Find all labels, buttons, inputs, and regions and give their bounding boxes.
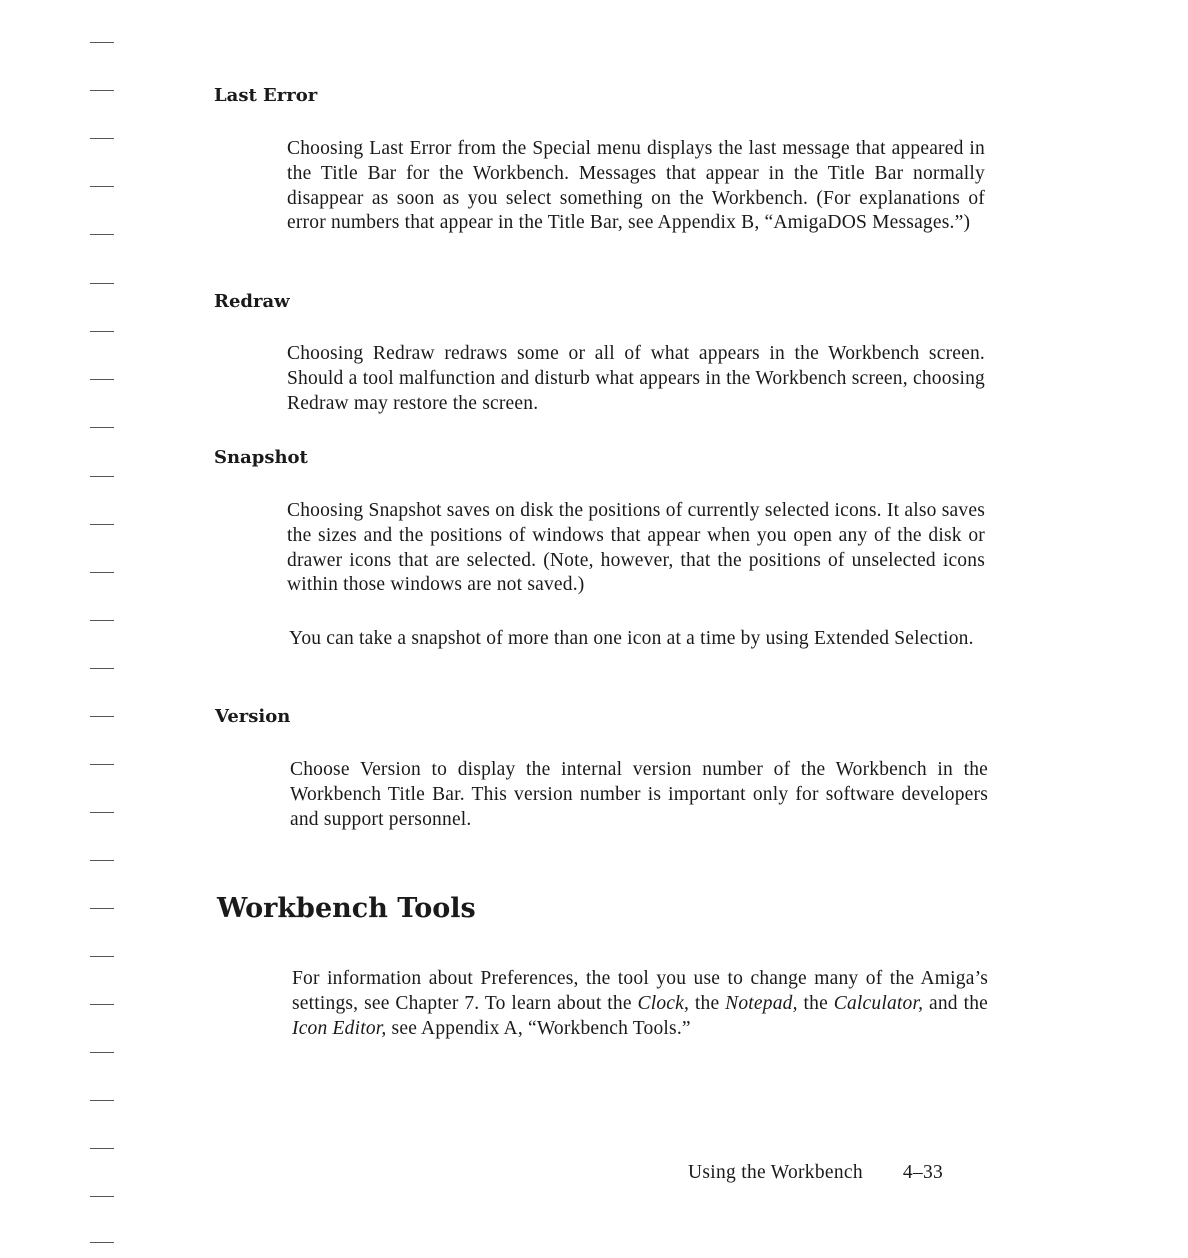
tools-text: For information about Preferences, the tool you use to change many of the Amiga’s settings, see Chapter 7. To learn about the — [292, 968, 988, 1014]
binder-mark — [90, 764, 114, 765]
binder-mark — [90, 620, 114, 621]
paragraph-workbench-tools — [292, 967, 988, 1041]
tools-text: the — [689, 992, 726, 1014]
heading-snapshot: Snapshot — [214, 447, 308, 468]
tool-calculator: Calculator, — [833, 992, 924, 1014]
binder-mark — [90, 379, 114, 380]
section-title-workbench-tools: Workbench Tools — [217, 893, 476, 924]
binder-mark — [90, 1196, 114, 1197]
binder-mark — [90, 956, 114, 957]
tool-clock: Clock, — [637, 992, 690, 1014]
binder-mark — [90, 1052, 114, 1053]
binder-mark — [90, 716, 114, 717]
binder-mark — [90, 283, 114, 284]
page-footer — [688, 1162, 943, 1184]
binder-mark — [90, 427, 114, 428]
binder-mark — [90, 331, 114, 332]
heading-last-error: Last Error — [214, 85, 318, 106]
paragraph-redraw: Choosing Redraw redraws some or all of what appears in the Workbench screen. Should a tool malfunction and disturb what appears in the Workbench screen, choosing Redraw may restore the screen. — [287, 343, 985, 414]
binder-mark — [90, 186, 114, 187]
binder-mark — [90, 42, 114, 43]
binder-mark — [90, 138, 114, 139]
binder-mark — [90, 1242, 114, 1243]
tools-text: and the — [923, 992, 988, 1014]
binder-mark — [90, 234, 114, 235]
tools-text: the — [797, 992, 834, 1014]
binder-mark — [90, 90, 114, 91]
binder-mark — [90, 476, 114, 477]
tool-icon-editor: Icon Editor, — [292, 1017, 387, 1039]
binder-mark — [90, 860, 114, 861]
footer-page-number: 4–33 — [902, 1162, 944, 1183]
binder-mark — [90, 908, 114, 909]
paragraph-snapshot-2: You can take a snapshot of more than one icon at a time by using Extended Selection. — [289, 628, 974, 649]
tool-notepad: Notepad, — [725, 992, 798, 1014]
binder-mark — [90, 572, 114, 573]
binder-mark — [90, 668, 114, 669]
binder-mark — [90, 1004, 114, 1005]
paragraph-last-error: Choosing Last Error from the Special menu displays the last message that appeared in the Title Bar for the Workbench. Messages that appear in the Title Bar normally disappear as soon as you select something on the Workbench. (For explanations of error numbers that appear in the Title Bar, see Appendix B, “AmigaDOS Messages.”) — [287, 138, 985, 234]
binder-mark — [90, 812, 114, 813]
heading-version: Version — [215, 706, 291, 727]
heading-redraw: Redraw — [214, 291, 290, 312]
paragraph-snapshot-1: Choosing Snapshot saves on disk the positions of currently selected icons. It also saves the sizes and the positions of windows that appear when you open any of the disk or drawer icons that are selected. (Note, however, that the positions of unselected icons within those windows are not saved.) — [287, 500, 985, 596]
footer-chapter: Using the Workbench — [688, 1162, 863, 1183]
binder-mark — [90, 524, 114, 525]
paragraph-version: Choose Version to display the internal version number of the Workbench in the Workbench Title Bar. This version number is important only for software developers and support personnel. — [290, 759, 988, 830]
tools-text: see Appendix A, “Workbench Tools.” — [386, 1017, 691, 1039]
binder-mark — [90, 1100, 114, 1101]
binder-mark — [90, 1148, 114, 1149]
